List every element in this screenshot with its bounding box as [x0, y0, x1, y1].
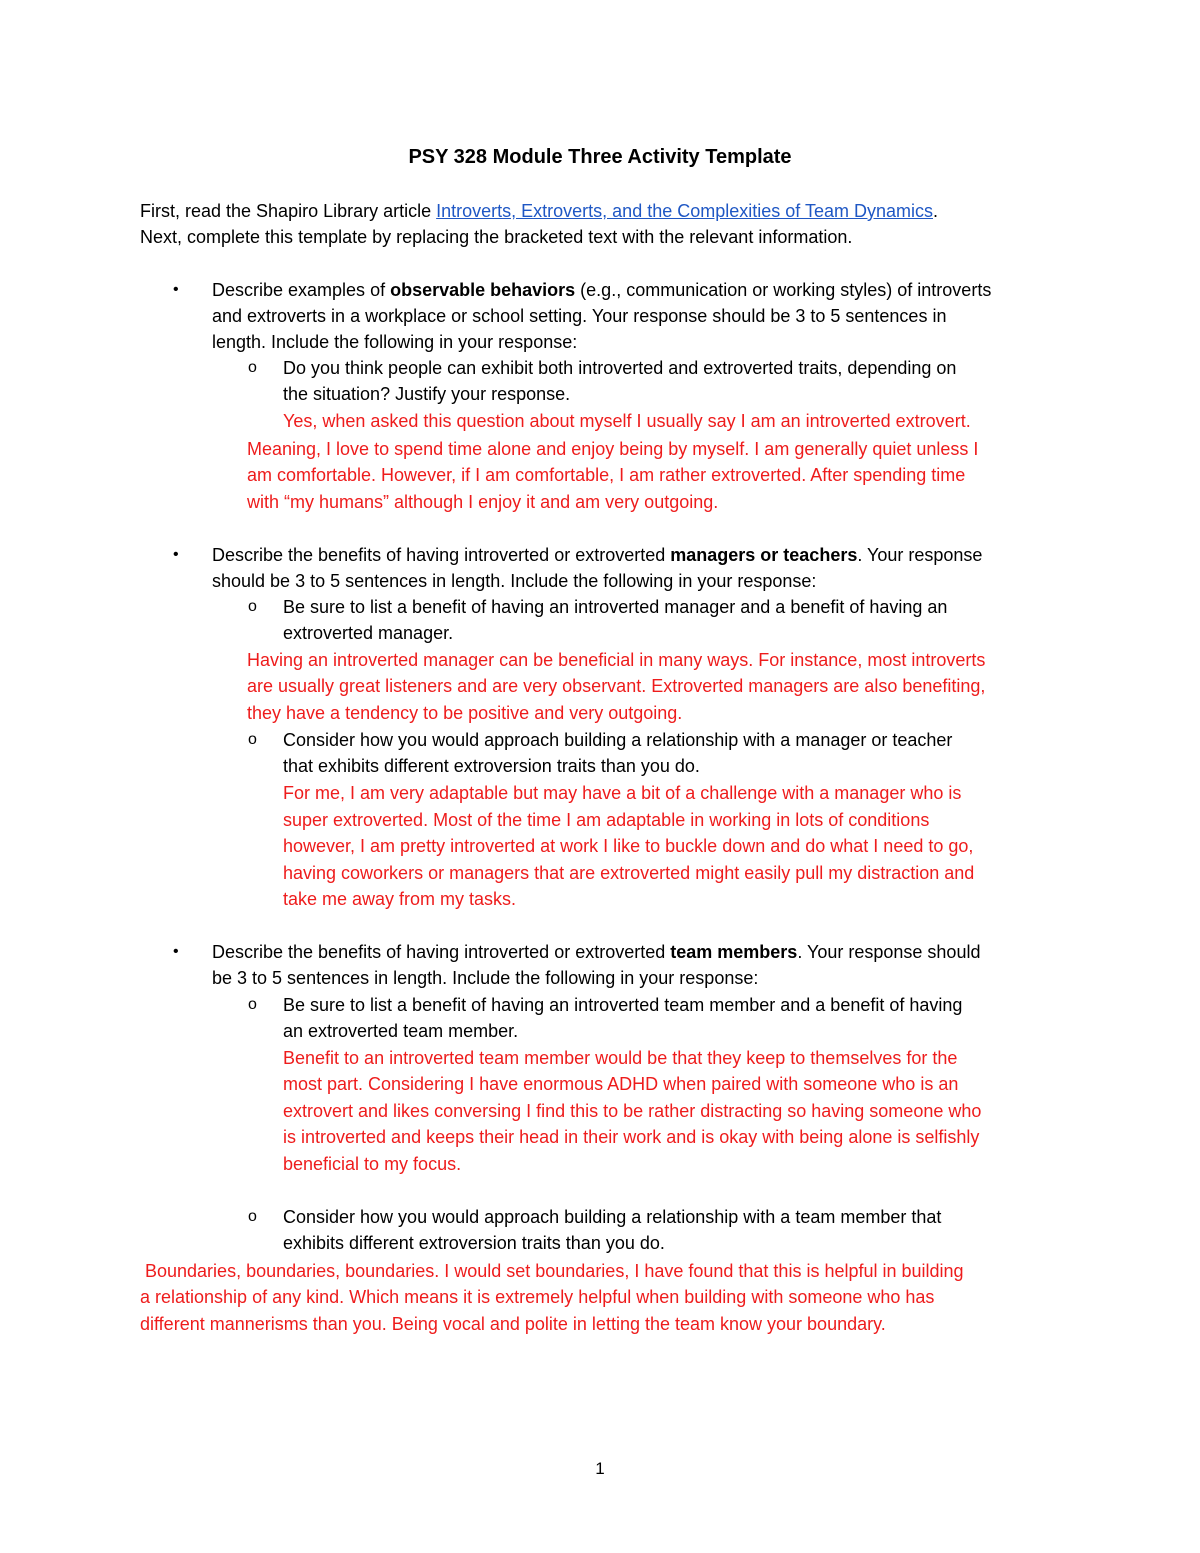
section2-answer2-line: For me, I am very adaptable but may have a bit of a challenge with a manager who is	[283, 783, 962, 803]
section1-line-1	[212, 277, 991, 303]
sub-bullet-icon: o	[248, 731, 257, 748]
section2-bold: managers or teachers	[670, 545, 858, 565]
section3-line-1	[212, 939, 980, 965]
bullet-icon: •	[173, 943, 179, 960]
section3-q2-line-1: Consider how you would approach building a relationship with a team member that	[283, 1207, 942, 1227]
section3-q1-line-2: an extroverted team member.	[283, 1021, 519, 1041]
section2-text-a: Describe the benefits of having introverted or extroverted	[212, 545, 671, 565]
section3-answer2-line: Boundaries, boundaries, boundaries. I would set boundaries, I have found that this is helpful in building	[140, 1261, 964, 1281]
section2-answer2-line: super extroverted. Most of the time I am adaptable in working in lots of conditions	[283, 810, 930, 830]
section1-q1-line-1: Do you think people can exhibit both introverted and extroverted traits, depending on	[283, 358, 957, 378]
section2-text-b: . Your response	[857, 545, 983, 565]
sub-bullet-icon: o	[248, 598, 257, 615]
section1-answer-line: Yes, when asked this question about myself I usually say I am an introverted extrovert.	[283, 411, 971, 431]
section2-q1-line-1: Be sure to list a benefit of having an introverted manager and a benefit of having an	[283, 597, 948, 617]
section3-answer1-line: extrovert and likes conversing I find this to be rather distracting so having someone who	[283, 1101, 982, 1121]
section1-answer-line: am comfortable. However, if I am comfortable, I am rather extroverted. After spending time	[247, 465, 966, 485]
section2-line-2: should be 3 to 5 sentences in length. Include the following in your response:	[212, 571, 817, 591]
section2-q2-line-1: Consider how you would approach building a relationship with a manager or teacher	[283, 730, 953, 750]
section1-q1-line-2: the situation? Justify your response.	[283, 384, 571, 404]
section2-answer2-line: having coworkers or managers that are extroverted might easily pull my distraction and	[283, 863, 975, 883]
section3-bold: team members	[670, 942, 798, 962]
intro-line-1	[140, 198, 938, 224]
article-link[interactable]: Introverts, Extroverts, and the Complexities of Team Dynamics	[436, 201, 933, 221]
section2-answer2-line: however, I am pretty introverted at work I like to buckle down and do what I need to go,	[283, 836, 974, 856]
section3-text-a: Describe the benefits of having introverted or extroverted	[212, 942, 671, 962]
section2-answer1-line: they have a tendency to be positive and very outgoing.	[247, 703, 683, 723]
section1-answer-line: with “my humans” although I enjoy it and am very outgoing.	[247, 492, 719, 512]
section3-answer1-line: is introverted and keeps their head in their work and is okay with being alone is selfishly	[283, 1127, 980, 1147]
section1-text-a: Describe examples of	[212, 280, 391, 300]
bullet-icon: •	[173, 281, 179, 298]
sub-bullet-icon: o	[248, 359, 257, 376]
section2-line-1	[212, 542, 982, 568]
sub-bullet-icon: o	[248, 996, 257, 1013]
section3-answer1-line: Benefit to an introverted team member would be that they keep to themselves for the	[283, 1048, 958, 1068]
section2-q2-line-2: that exhibits different extroversion traits than you do.	[283, 756, 700, 776]
section2-answer1-line: are usually great listeners and are very observant. Extroverted managers are also benefiting,	[247, 676, 986, 696]
section1-bold: observable behaviors	[390, 280, 576, 300]
section2-answer1-line: Having an introverted manager can be beneficial in many ways. For instance, most introverts	[247, 650, 986, 670]
section1-text-b: (e.g., communication or working styles) of introverts	[575, 280, 992, 300]
intro-prefix: First, read the Shapiro Library article	[140, 201, 437, 221]
section3-answer1-line: beneficial to my focus.	[283, 1154, 462, 1174]
section1-answer-line: Meaning, I love to spend time alone and enjoy being by myself. I am generally quiet unless I	[247, 439, 979, 459]
section2-q1-line-2: extroverted manager.	[283, 623, 454, 643]
section3-answer2-line: a relationship of any kind. Which means it is extremely helpful when building with someone who has	[140, 1287, 935, 1307]
section2-answer2-line: take me away from my tasks.	[283, 889, 517, 909]
section3-answer1-line: most part. Considering I have enormous ADHD when paired with someone who is an	[283, 1074, 959, 1094]
intro-line-2: Next, complete this template by replacing the bracketed text with the relevant information.	[140, 227, 853, 247]
section3-q1-line-1: Be sure to list a benefit of having an introverted team member and a benefit of having	[283, 995, 963, 1015]
document-title: PSY 328 Module Three Activity Template	[408, 146, 792, 168]
section3-line-2: be 3 to 5 sentences in length. Include the following in your response:	[212, 968, 759, 988]
page-number: 1	[595, 1459, 605, 1478]
section1-line-2: and extroverts in a workplace or school setting. Your response should be 3 to 5 sentences in	[212, 306, 947, 326]
intro-suffix: .	[932, 201, 938, 221]
section3-text-b: . Your response should	[797, 942, 981, 962]
section1-line-3: length. Include the following in your response:	[212, 332, 578, 352]
sub-bullet-icon: o	[248, 1208, 257, 1225]
section3-answer2-line: different mannerisms than you. Being vocal and polite in letting the team know your boundary.	[140, 1314, 886, 1334]
bullet-icon: •	[173, 546, 179, 563]
section3-q2-line-2: exhibits different extroversion traits than you do.	[283, 1233, 665, 1253]
